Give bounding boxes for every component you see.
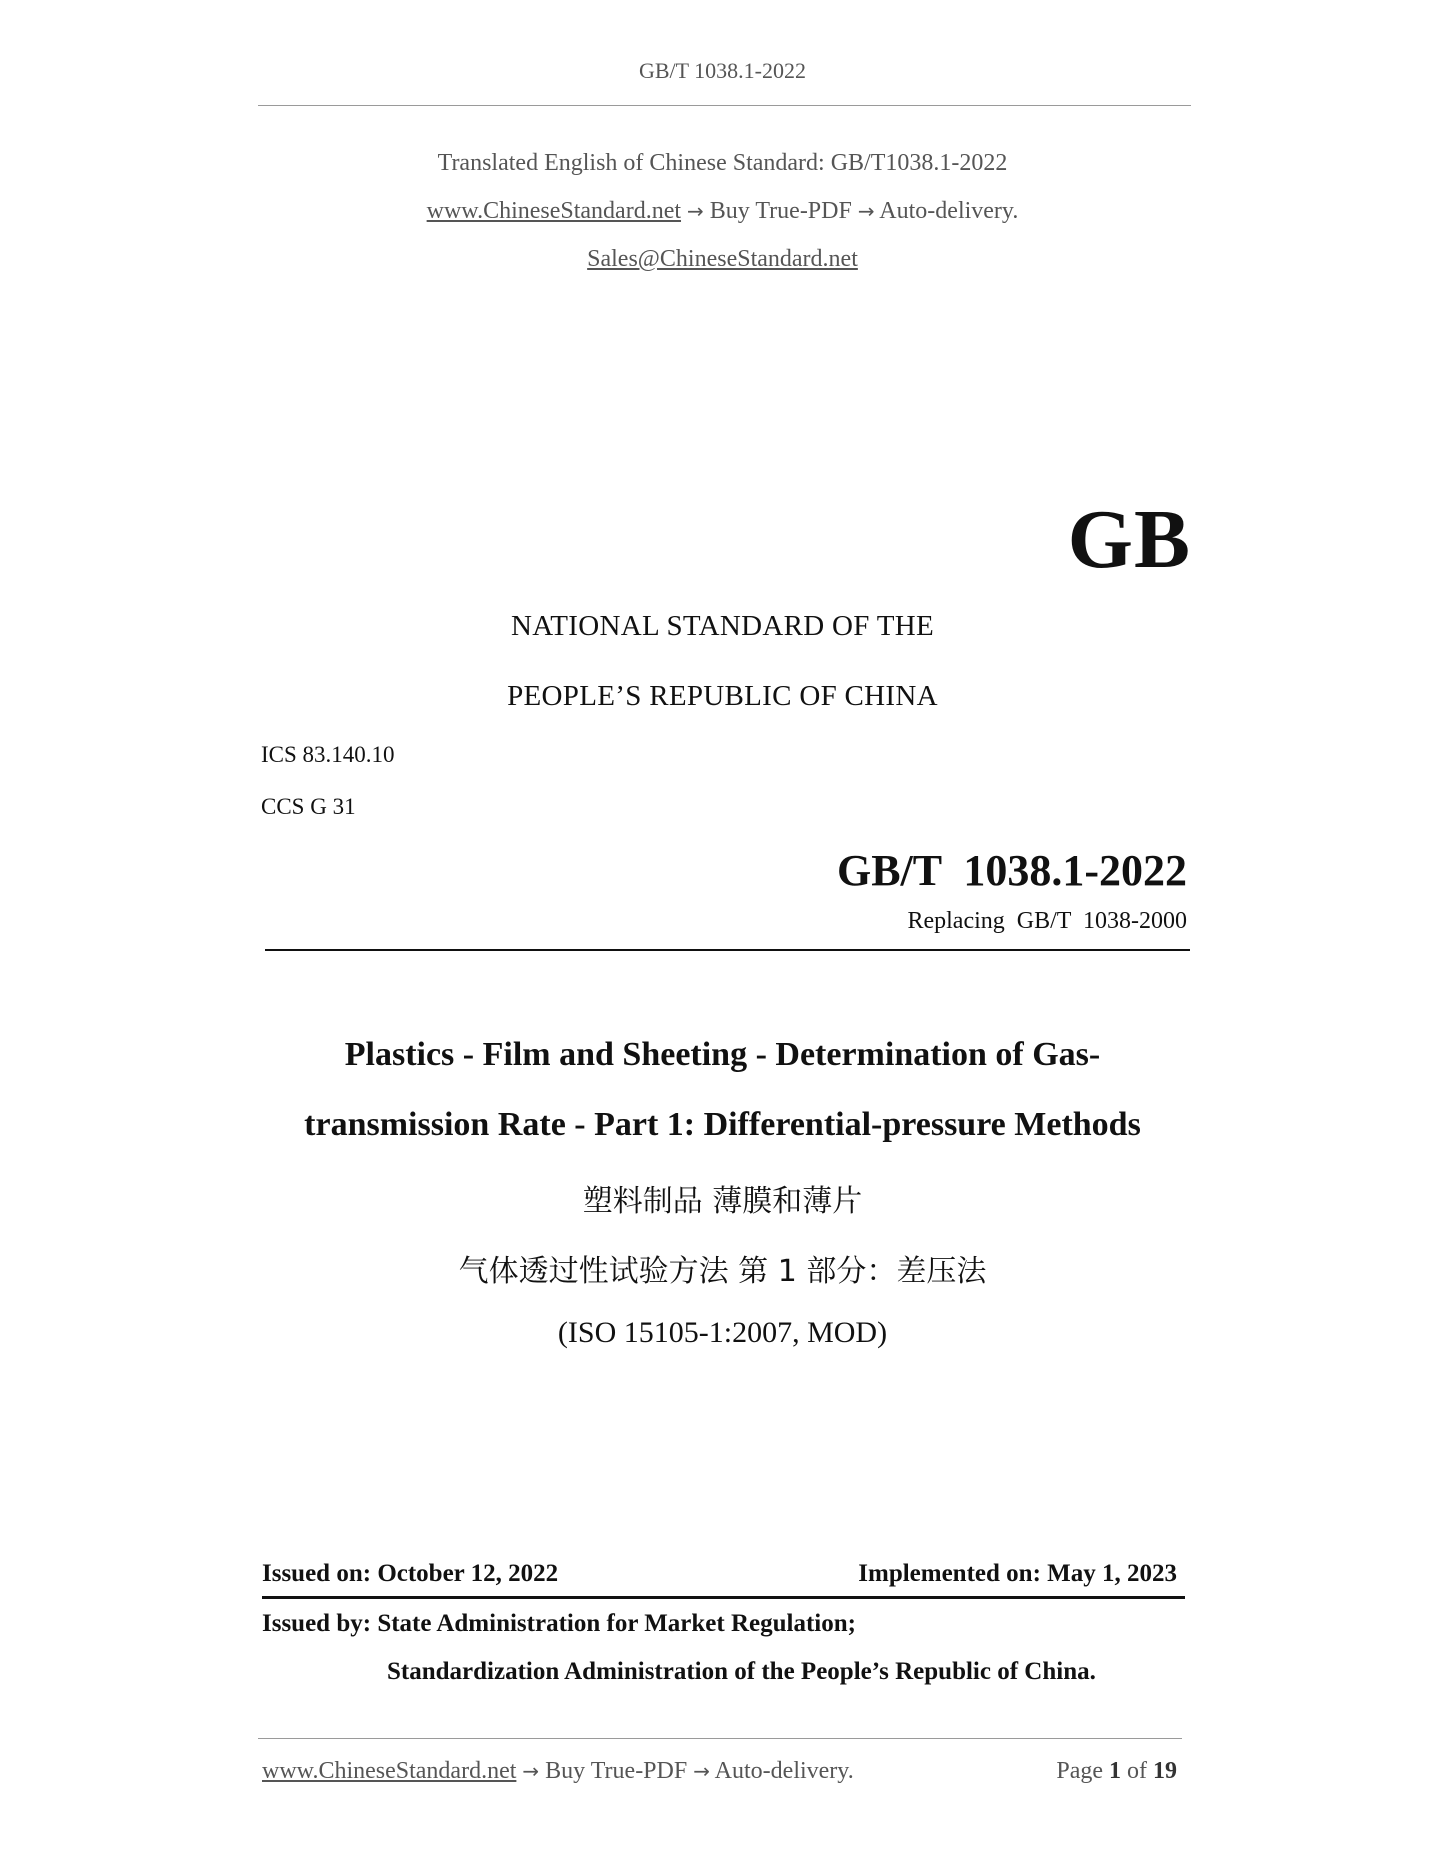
chinese-title-line2: 气体透过性试验方法 第 1 部分：差压法 <box>458 1254 987 1289</box>
sales-email-link[interactable]: Sales@ChineseStandard.net <box>587 246 858 272</box>
email-line <box>0 246 1445 273</box>
arrow-right-icon: → <box>522 1759 540 1783</box>
page-of-label: of <box>1127 1758 1147 1784</box>
english-title-line1: Plastics - Film and Sheeting - Determination of Gas- <box>344 1036 1101 1073</box>
standard-number-divider <box>265 949 1190 951</box>
chinese-title-line1: 塑料制品 薄膜和薄片 <box>582 1184 863 1219</box>
buy-true-pdf-text: Buy True-PDF <box>709 198 852 224</box>
ics-code: ICS 83.140.10 <box>261 742 395 767</box>
promo-line <box>0 198 1445 225</box>
replacing-standard: Replacing GB/T 1038-2000 <box>907 908 1187 934</box>
footer-buy-text: Buy True-PDF <box>545 1758 688 1784</box>
issued-by: Issued by: State Administration for Market Regulation; <box>262 1610 856 1637</box>
page-current: 1 <box>1109 1758 1121 1784</box>
footer-promo <box>262 1758 854 1785</box>
implemented-on-date: Implemented on: May 1, 2023 <box>858 1560 1177 1587</box>
arrow-right-icon: → <box>693 1759 710 1783</box>
site-link[interactable]: www.ChineseStandard.net <box>426 198 682 224</box>
footer-delivery-text: Auto-delivery. <box>714 1758 854 1784</box>
page-label: Page <box>1056 1758 1103 1784</box>
header-divider <box>258 105 1191 106</box>
issued-on-date: Issued on: October 12, 2022 <box>262 1560 559 1587</box>
gb-logo: GB <box>1067 493 1191 586</box>
standard-number: GB/T 1038.1-2022 <box>836 846 1187 895</box>
footer-site-link[interactable]: www.ChineseStandard.net <box>262 1758 517 1784</box>
dates-divider <box>262 1596 1185 1599</box>
national-standard-heading-line2: PEOPLE’S REPUBLIC OF CHINA <box>507 680 938 712</box>
arrow-right-icon: → <box>857 199 875 223</box>
arrow-right-icon: → <box>687 199 704 223</box>
national-standard-heading-line1: NATIONAL STANDARD OF THE <box>511 610 934 642</box>
footer-divider <box>258 1738 1182 1739</box>
page-total: 19 <box>1153 1758 1177 1784</box>
ccs-code: CCS G 31 <box>261 794 356 819</box>
running-header: GB/T 1038.1-2022 <box>638 58 807 83</box>
translated-notice: Translated English of Chinese Standard: GB/T1038.1-2022 <box>437 150 1008 176</box>
page-indicator <box>1056 1758 1177 1785</box>
iso-reference: (ISO 15105-1:2007, MOD) <box>557 1316 888 1349</box>
issued-by-second-authority: Standardization Administration of the People’s Republic of China. <box>387 1658 1096 1685</box>
auto-delivery-text: Auto-delivery. <box>879 198 1019 224</box>
english-title-line2: transmission Rate - Part 1: Differential-pressure Methods <box>304 1106 1141 1143</box>
